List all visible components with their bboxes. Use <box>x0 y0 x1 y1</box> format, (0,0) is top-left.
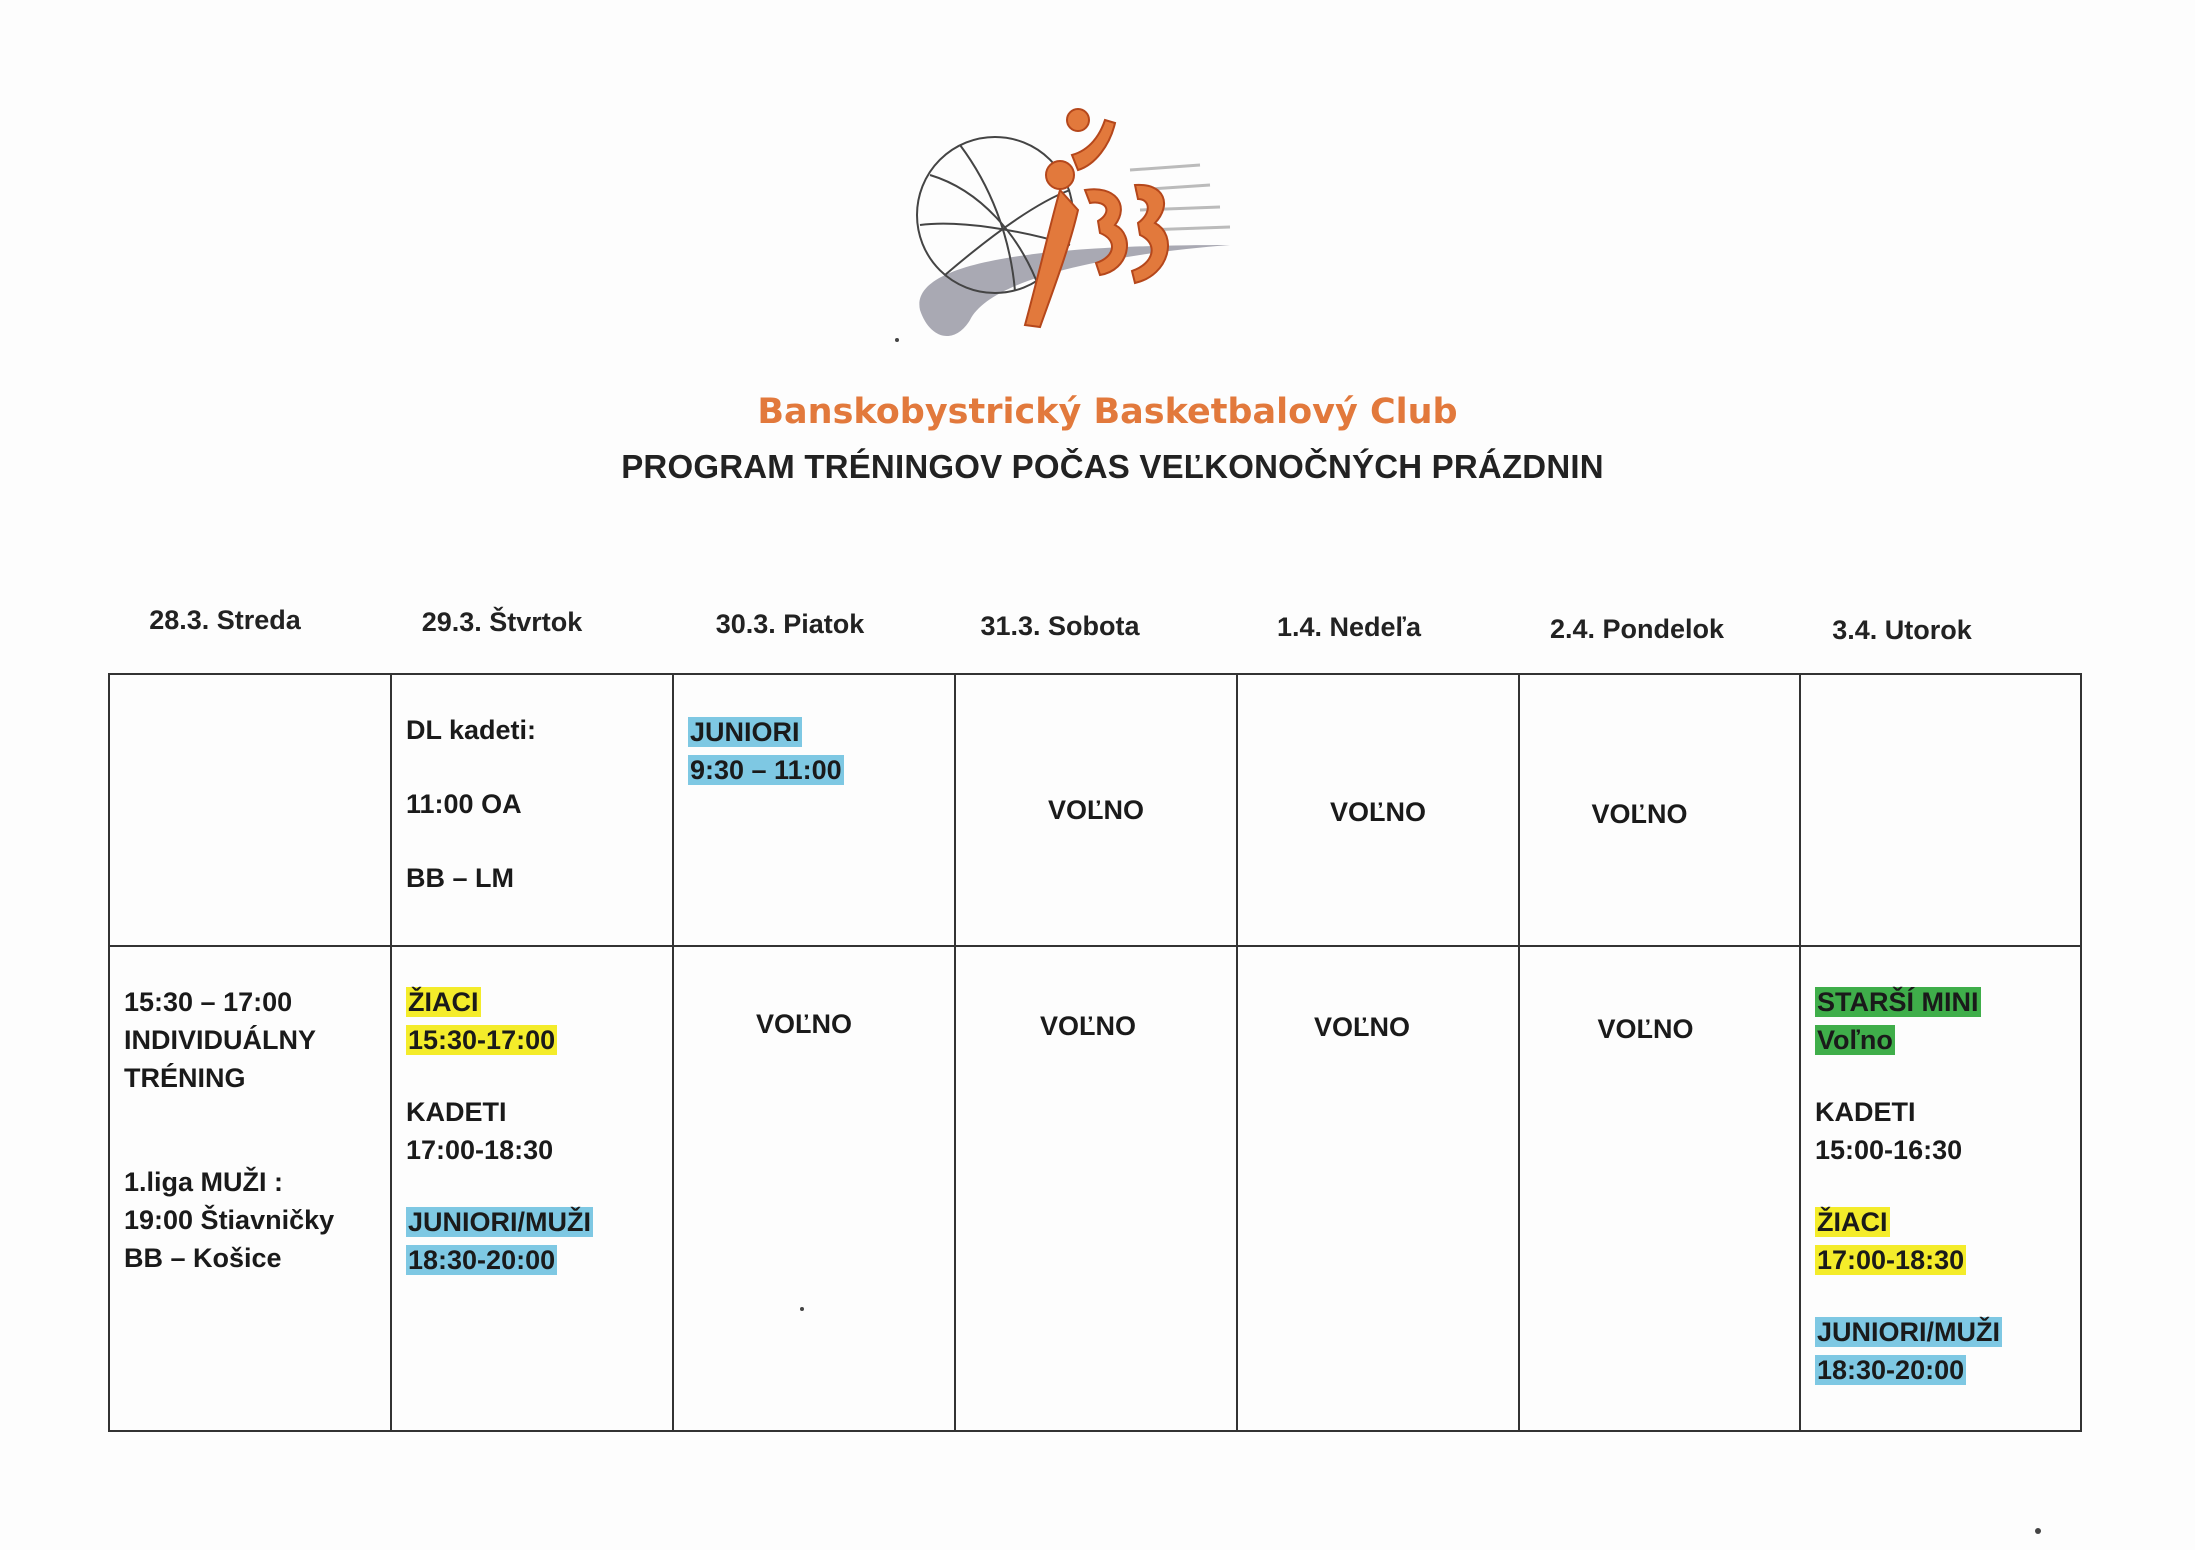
time-label: 18:30-20:00 <box>408 1245 556 1275</box>
cell-fri-morning <box>673 674 955 946</box>
cell-thu-morning <box>391 674 673 946</box>
cell-text: 11:00 OA <box>406 789 522 819</box>
day-header-thu: 29.3. Štvrtok <box>421 607 583 637</box>
cell-text: TRÉNING <box>124 1063 246 1093</box>
cell-sat-afternoon <box>955 946 1237 1431</box>
free-label: VOĽNO <box>1591 799 1688 829</box>
free-label: VOĽNO <box>1039 1011 1136 1041</box>
club-logo <box>900 95 1260 365</box>
cell-text: 1.liga MUŽI : <box>124 1167 284 1197</box>
free-label: VOĽNO <box>1313 1012 1410 1042</box>
time-label: 15:00-16:30 <box>1815 1135 1963 1165</box>
page-title: PROGRAM TRÉNINGOV POČAS VEĽKONOČNÝCH PRÁZDNIN <box>621 448 1604 485</box>
day-header-sun: 1.4. Nedeľa <box>1277 612 1421 642</box>
team-label: KADETI <box>1815 1097 1916 1127</box>
cell-text: BB – LM <box>406 863 514 893</box>
schedule-table <box>108 673 2082 1432</box>
free-label: VOĽNO <box>1047 795 1144 825</box>
team-label: JUNIORI <box>690 717 800 747</box>
time-label: 17:00-18:30 <box>1817 1245 1965 1275</box>
cell-text: BB – Košice <box>124 1243 282 1273</box>
cell-text: DL kadeti: <box>406 715 537 745</box>
cell-fri-afternoon <box>673 946 955 1431</box>
time-label: 9:30 – 11:00 <box>690 755 842 785</box>
team-label: KADETI <box>406 1097 507 1127</box>
scan-speck <box>895 338 899 342</box>
scan-speck <box>2035 1528 2041 1534</box>
team-label: STARŠÍ MINI <box>1817 987 1979 1017</box>
table-row <box>109 674 2081 946</box>
time-label: 18:30-20:00 <box>1817 1355 1965 1385</box>
cell-mon-afternoon <box>1519 946 1800 1431</box>
cell-thu-afternoon <box>391 946 673 1431</box>
day-header-sat: 31.3. Sobota <box>980 611 1140 641</box>
free-label: VOĽNO <box>1329 797 1426 827</box>
cell-wed-morning <box>109 674 391 946</box>
time-label: 17:00-18:30 <box>406 1135 554 1165</box>
cell-wed-afternoon <box>109 946 391 1431</box>
cell-text: INDIVIDUÁLNY <box>124 1025 317 1055</box>
free-label: VOĽNO <box>1597 1014 1694 1044</box>
day-header-fri: 30.3. Piatok <box>715 609 865 639</box>
table-row <box>109 946 2081 1431</box>
free-label: VOĽNO <box>755 1009 852 1039</box>
time-label: Voľno <box>1817 1025 1893 1055</box>
cell-sun-afternoon <box>1237 946 1519 1431</box>
team-label: JUNIORI/MUŽI <box>408 1207 592 1237</box>
cell-tue-morning <box>1800 674 2081 946</box>
cell-mon-morning <box>1519 674 1800 946</box>
scan-speck <box>800 1307 804 1311</box>
cell-text: 15:30 – 17:00 <box>124 987 293 1017</box>
club-name: Banskobystrický Basketbalový Club <box>757 392 1458 432</box>
time-label: 15:30-17:00 <box>408 1025 556 1055</box>
day-header-wed: 28.3. Streda <box>149 605 301 635</box>
cell-tue-afternoon <box>1800 946 2081 1431</box>
cell-text: 19:00 Štiavničky <box>124 1205 335 1235</box>
cell-sun-morning <box>1237 674 1519 946</box>
team-label: ŽIACI <box>408 987 479 1017</box>
team-label: ŽIACI <box>1817 1207 1888 1237</box>
day-header-mon: 2.4. Pondelok <box>1549 614 1725 644</box>
team-label: JUNIORI/MUŽI <box>1817 1317 2001 1347</box>
day-header-tue: 3.4. Utorok <box>1832 615 1972 645</box>
cell-sat-morning <box>955 674 1237 946</box>
